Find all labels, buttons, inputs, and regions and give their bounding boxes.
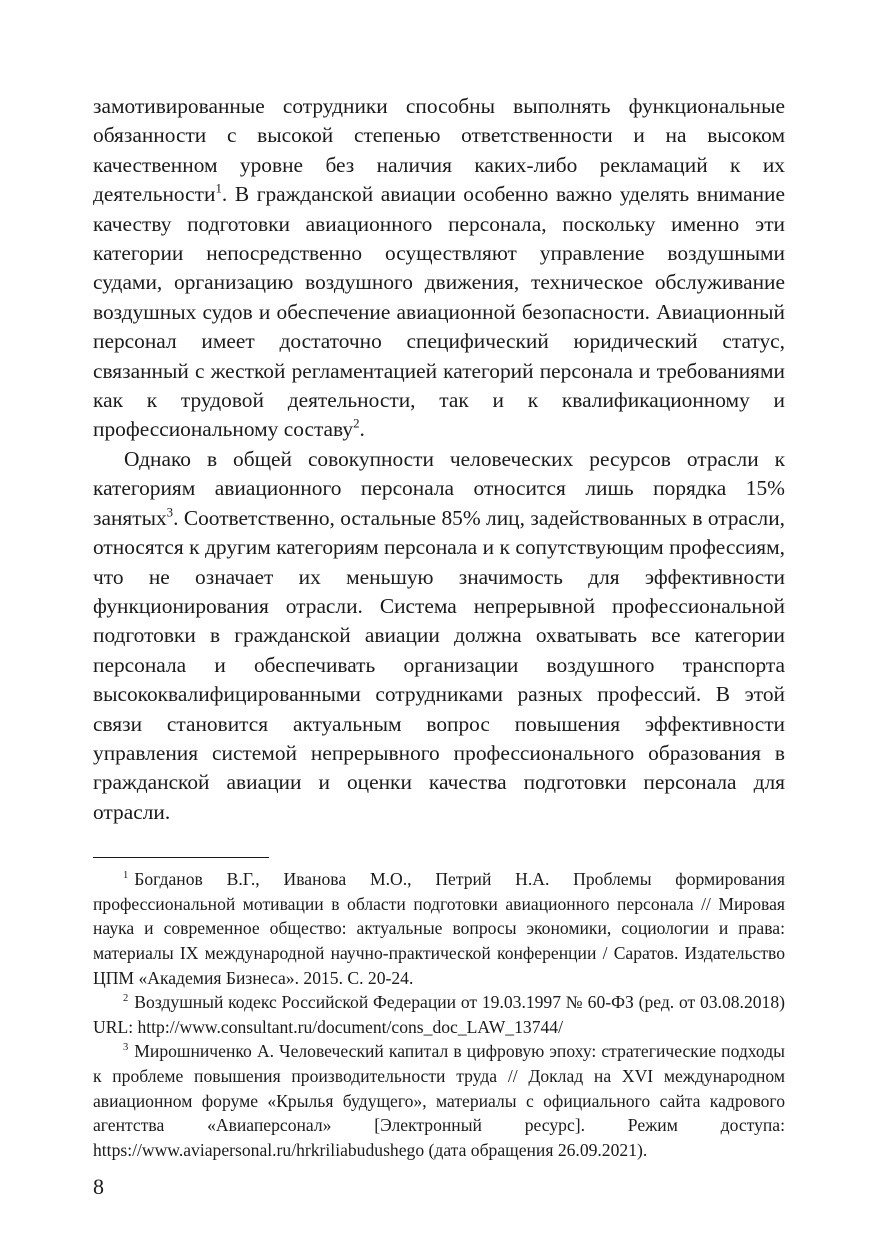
paragraph-2 [93, 445, 785, 827]
footnote-ref-2[interactable]: 2 [353, 417, 360, 432]
footnote-text: Богданов В.Г., Иванова М.О., Петрий Н.А. Проблемы формирования профессиональной мотивации в области подготовки авиационного персонала // Мировая наука и современное общество: актуальные вопросы экономики, социологии и права: материалы IX международной научно-практической конференции / Саратов. Издательство ЦПМ «Академия Бизнеса». 2015. С. 20-24. [93, 869, 785, 988]
main-text [93, 92, 785, 827]
paragraph-1-end: . [359, 417, 365, 442]
footnote-number: 1 [123, 870, 129, 882]
footnote-text: Воздушный кодекс Российской Федерации от 19.03.1997 № 60-ФЗ (ред. от 03.08.2018) URL: http://www.consultant.ru/document/cons_doc_LAW_13744/ [93, 992, 785, 1037]
paragraph-2-text-continued: . Соответственно, остальные 85% лиц, задействованных в отрасли, относятся к другим категориям персонала и к сопутствующим профессиям, что не означает их меньшую значимость для эффективности функционирования отрасли. Система непрерывной профессиональной подготовки в гражданской авиации должна охватывать все категории персонала и обеспечивать организации воздушного транспорта высококвалифицированными сотрудниками разных профессий. В этой связи становится актуальным вопрос повышения эффективности управления системой непрерывного профессионального образования в гражданской авиации и оценки качества подготовки персонала для отрасли. [93, 505, 785, 824]
paragraph-1-text-continued: . В гражданской авиации особенно важно уделять внимание качеству подготовки авиационного персонала, поскольку именно эти категории непосредственно осуществляют управление воздушными судами, организацию воздушного движения, техническое обслуживание воздушных судов и обеспечение авиационной безопасности. Авиационный персонал имеет достаточно специфический юридический статус, связанный с жесткой регламентацией категорий персонала и требованиями как к трудовой деятельности, так и к квалификационному и профессиональному составу [93, 182, 785, 442]
footnotes [93, 867, 785, 1162]
footnote-3 [93, 1039, 785, 1162]
page-content [93, 92, 785, 1162]
footnote-text: Мирошниченко А. Человеческий капитал в цифровую эпоху: стратегические подходы к проблеме повышения производительности труда // Доклад на XVI международном авиационном форуме «Крылья будущего», материалы с официального сайта кадрового агентства «Авиаперсонал» [Электронный ресурс]. Режим доступа: https://www.aviapersonal.ru/hrkriliabudushego (дата обращения 26.09.2021). [93, 1041, 785, 1160]
paragraph-1 [93, 92, 785, 445]
footnote-separator [93, 857, 269, 858]
paragraph-1-text: замотивированные сотрудники способны выполнять функциональные обязанности с высокой степенью ответственности и на высоком качественном уровне без наличия каких-либо рекламаций к их деятельности [93, 94, 785, 207]
page-number: 8 [93, 1174, 104, 1199]
footnote-2 [93, 990, 785, 1039]
footnote-number: 3 [123, 1042, 129, 1054]
paragraph-2-text: Однако в общей совокупности человеческих ресурсов отрасли к категориям авиационного персонала относится лишь порядка 15% занятых [93, 446, 785, 530]
footnote-number: 2 [123, 993, 129, 1005]
footnote-ref-3[interactable]: 3 [166, 505, 174, 520]
footnote-1 [93, 867, 785, 990]
footnote-ref-1[interactable]: 1 [215, 181, 222, 196]
